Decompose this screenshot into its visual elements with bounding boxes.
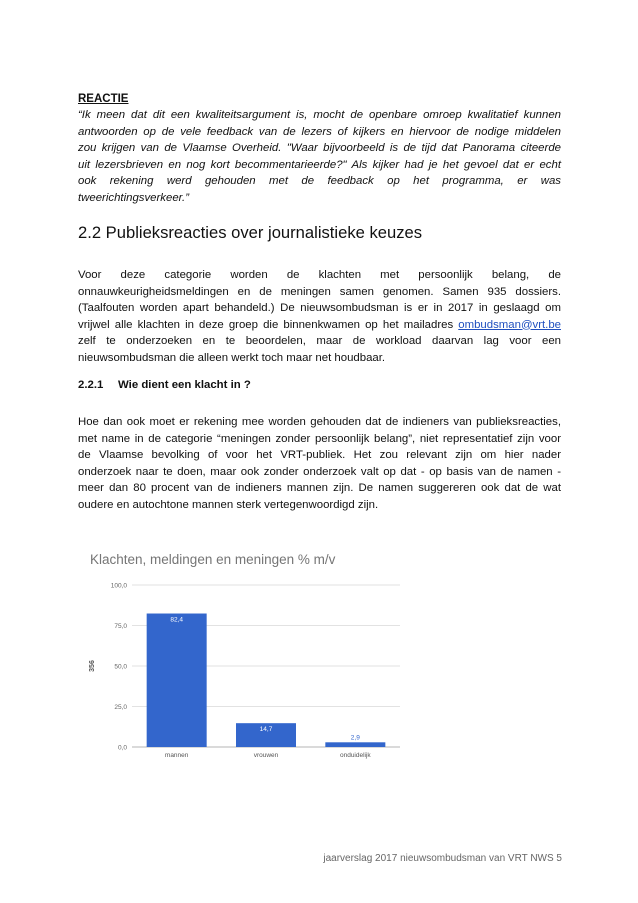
paragraph-line — [78, 317, 561, 334]
reactie-line: “Ik meen dat dit een kwaliteitsargument is, mocht de openbare omroep kwalitatief kunnen — [78, 109, 561, 121]
section-title: 2.2 Publieksreacties over journalistieke keuzes — [78, 223, 423, 242]
paragraph-line: Voor deze categorie worden de klachten met persoonlijk belang, de — [78, 269, 561, 281]
chart-category-label: onduidelijk — [339, 752, 371, 759]
paragraph-line-text: vrijwel alle klachten in deze groep die binnenkwamen op het mailadres — [78, 318, 459, 331]
chart-bar-mannen — [147, 614, 207, 747]
gender-bar-chart — [82, 552, 412, 762]
subsection-title: Wie dient een klacht in ? — [118, 379, 251, 391]
subsection-heading — [78, 379, 251, 391]
reactie-quote — [78, 107, 561, 206]
paragraph-wie-dient-klacht — [78, 414, 561, 513]
paragraph-line: Hoe dan ook moet er rekening mee worden gehouden dat de indieners van publieksreacties, — [78, 416, 561, 428]
paragraph-line: de Vlaamse bevolking of voor het VRT-publiek. Het zou relevant zijn om hier nader — [78, 449, 561, 461]
page-footer: jaarverslag 2017 nieuwsombudsman van VRT NWS 5 — [323, 853, 562, 864]
paragraph-line: zelf te onderzoeken en te beoordelen, maar de workload daarvan lag voor een — [78, 335, 561, 347]
chart-bar-onduidelijk — [325, 742, 385, 747]
chart-y-tick-label: 0,0 — [117, 744, 127, 752]
chart-category-label: mannen — [164, 752, 189, 759]
reactie-line: zou krijgen van de Vlaamse Overheid. "Waar bijvoorbeeld is de tijd dat Panorama citeerde — [78, 142, 561, 154]
chart-y-tick-label: 100,0 — [110, 582, 127, 590]
reactie-line: antwoorden op de vele feedback van de lezers of kijkers en hiervoor de nodige middelen — [78, 125, 561, 138]
paragraph-line: (Taalfouten worden apart behandeld.) De nieuwsombudsman is er in 2017 in geslaagd om — [78, 302, 561, 314]
chart-y-tick-label: 25,0 — [114, 704, 127, 711]
chart-value-label: 14,7 — [259, 726, 273, 734]
paragraph-line: nieuwsombudsman die alleen werkt toch maar net houdbaar. — [78, 351, 386, 364]
chart-svg — [82, 552, 412, 762]
chart-value-label: 82,4 — [170, 616, 183, 624]
ombudsman-email-link[interactable]: ombudsman@vrt.be — [458, 318, 561, 331]
paragraph-journalistieke-keuzes — [78, 267, 561, 366]
paragraph-line: onderzoek naar te doen, maar ook zonder onderzoek valt op dat - op basis van de namen - — [78, 465, 561, 478]
reactie-line: tweerichtingsverkeer.” — [78, 191, 189, 204]
reactie-line: ook rekening werd gehouden met de feedback op het programma, er was — [78, 175, 561, 187]
reactie-heading: REACTIE — [78, 93, 129, 105]
paragraph-line: onnauwkeurigheidsmeldingen en de meningen samen genomen. Samen 935 dossiers. — [78, 285, 561, 298]
chart-category-label: vrouwen — [253, 752, 279, 759]
chart-y-axis-label: 356 — [89, 660, 96, 672]
chart-y-tick-label: 50,0 — [114, 663, 127, 671]
subsection-number: 2.2.1 — [78, 379, 104, 391]
chart-y-tick-label: 75,0 — [114, 623, 127, 630]
chart-title: Klachten, meldingen en meningen % m/v — [90, 552, 336, 567]
chart-value-label: 2,9 — [350, 734, 360, 742]
paragraph-line: meer dan 80 procent van de indieners mannen zijn. De namen suggereren ook dat de wat — [78, 482, 561, 494]
reactie-line: uit lezersbrieven en nog kort becommentarieerde?" Als kijker had je het gevoel dat er echt — [78, 158, 561, 171]
paragraph-line: met name in de categorie “meningen zonder persoonlijk belang”, niet representatief zijn voor — [78, 432, 561, 445]
paragraph-line: oudere en autochtone mannen sterk vertegenwoordigd zijn. — [78, 498, 379, 511]
